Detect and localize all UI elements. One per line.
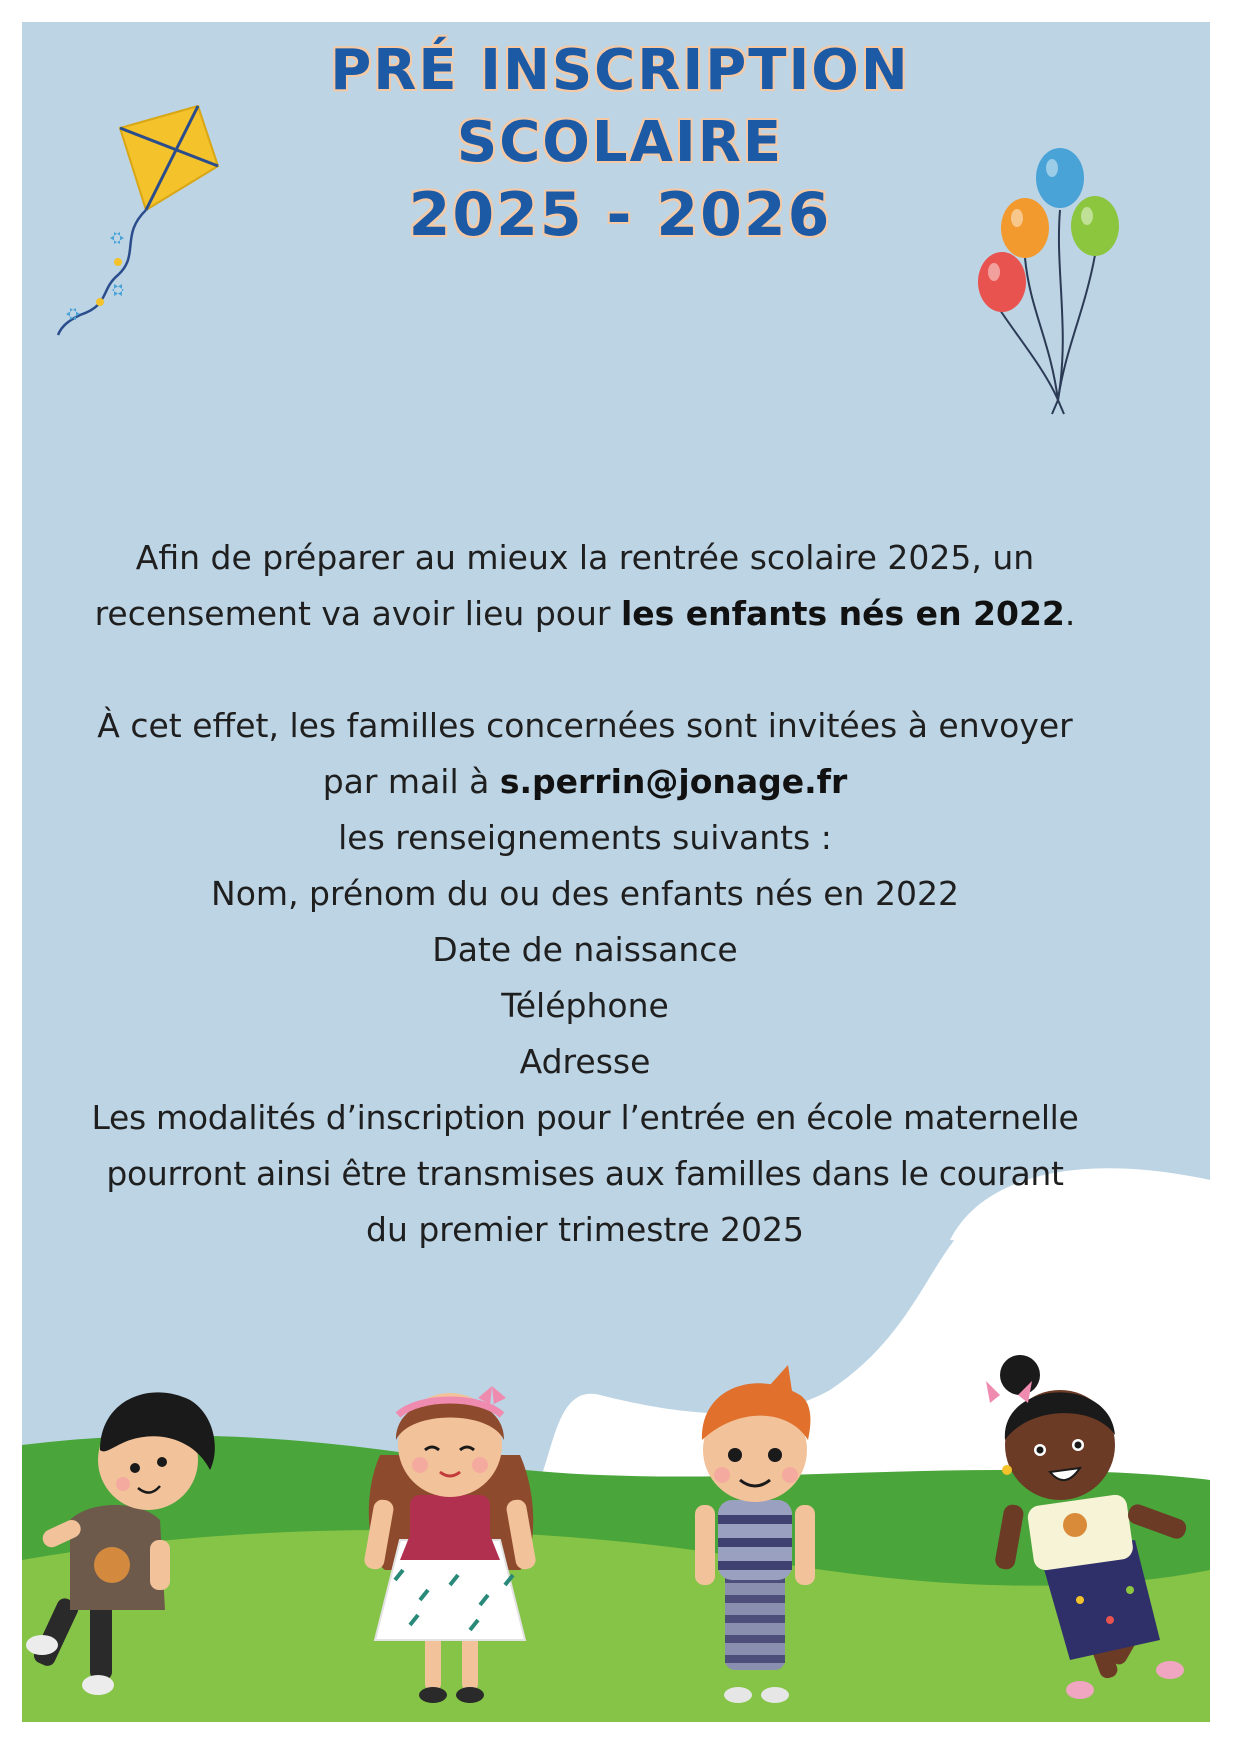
field-address: Adresse [519,1042,651,1081]
intro-line-2 [10,586,1160,642]
title-line-1: PRÉ INSCRIPTION [330,38,910,103]
field-phone: Téléphone [501,986,669,1025]
closing-line-1: Les modalités d’inscription pour l’entrée en école maternelle [91,1098,1079,1137]
invite-line-2 [10,754,1160,810]
body-text [10,530,1160,1258]
intro-bold-text: les enfants nés en 2022 [620,594,1065,633]
field-name: Nom, prénom du ou des enfants nés en 2022 [211,874,959,913]
intro-line-1: Afin de préparer au mieux la rentrée scolaire 2025, un [135,538,1035,577]
paragraph-gap [10,642,1160,698]
invite-line-3: les renseignements suivants : [338,818,832,857]
invite-prefix: par mail à [322,762,500,801]
email-address: s.perrin@jonage.fr [499,762,848,801]
closing-line-2: pourront ainsi être transmises aux familles dans le courant [106,1154,1064,1193]
field-birthdate: Date de naissance [432,930,738,969]
intro-line-2-end: . [1064,594,1076,633]
title-line-3: 2025 - 2026 [408,180,832,250]
closing-line-3: du premier trimestre 2025 [366,1210,804,1249]
title-line-2: SCOLAIRE [456,110,784,175]
invite-line-1: À cet effet, les familles concernées sont invitées à envoyer [97,706,1073,745]
intro-line-2-text: recensement va avoir lieu pour [94,594,621,633]
